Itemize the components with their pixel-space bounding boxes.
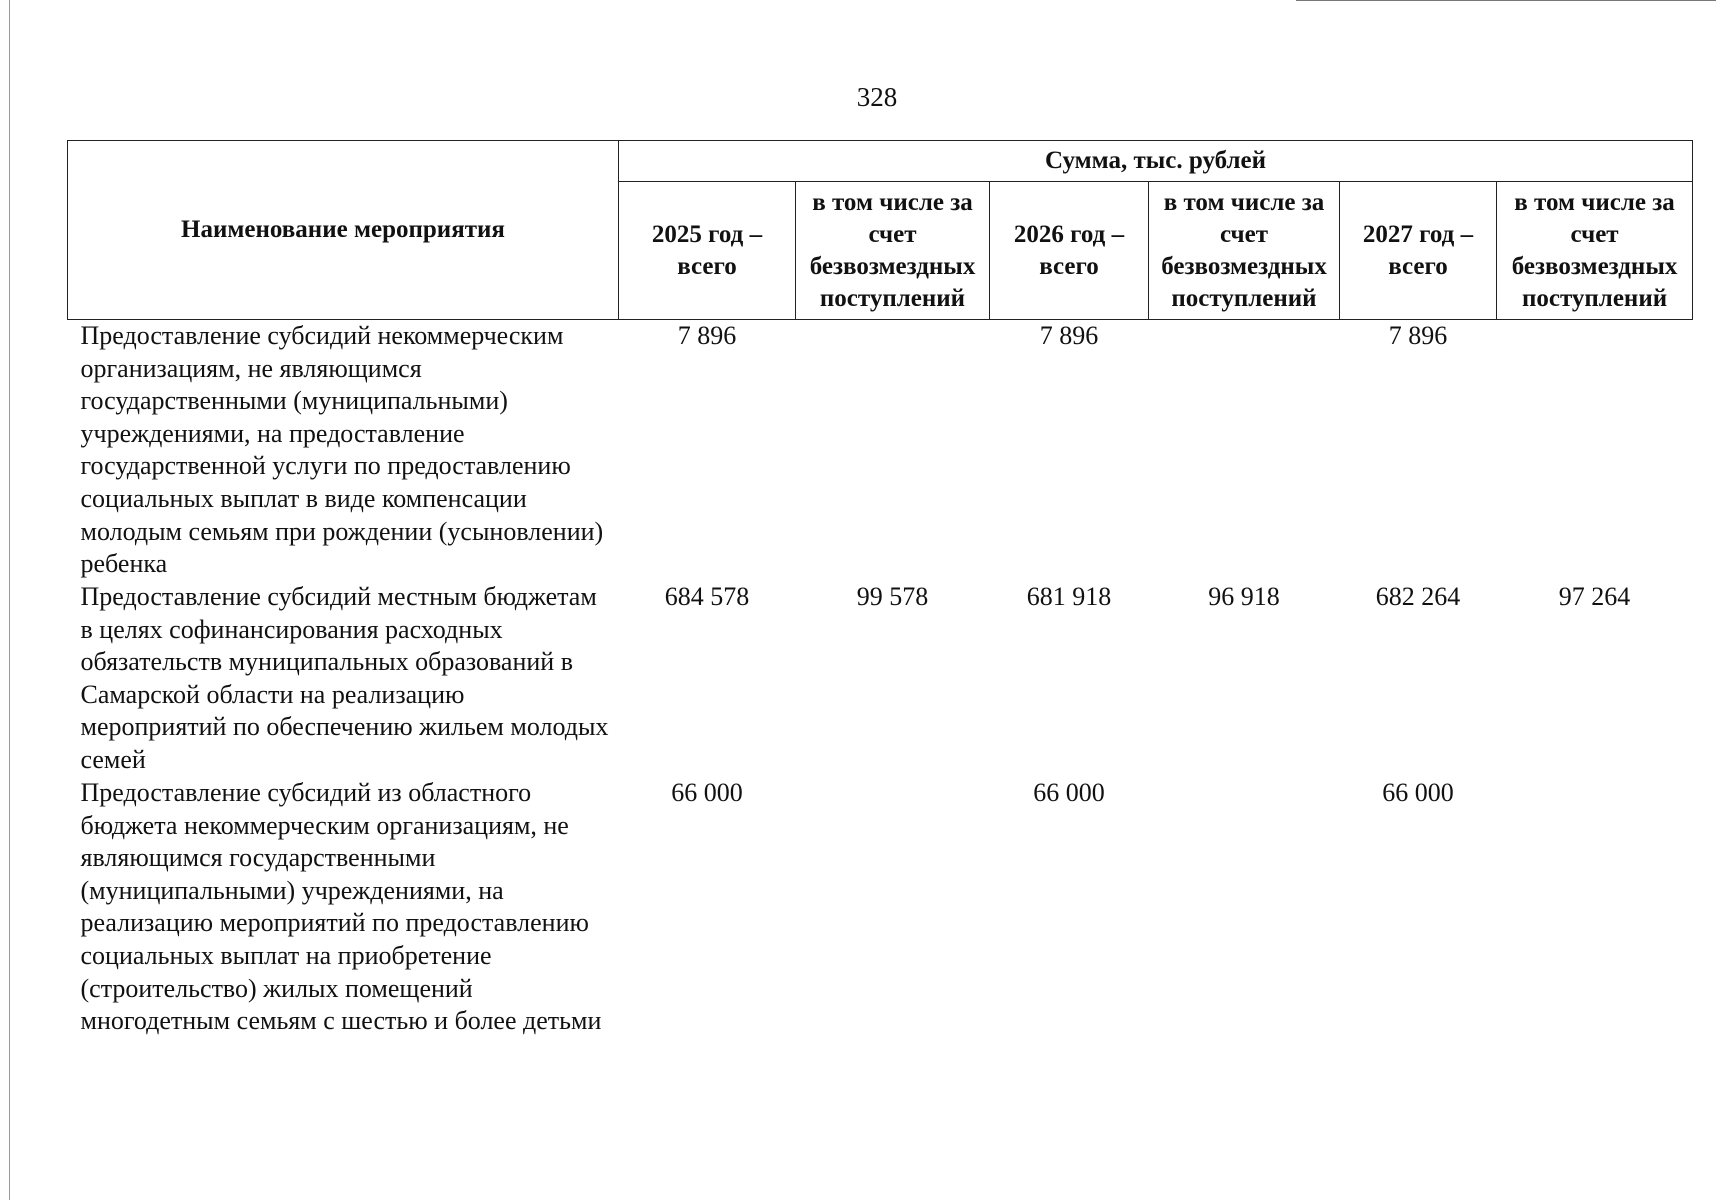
value-cell: 97 264 <box>1558 582 1631 611</box>
column-group-header-sum: Сумма, тыс. рублей <box>619 141 1693 182</box>
value-cell: 682 264 <box>1375 582 1461 611</box>
page-edge-line <box>9 0 10 1200</box>
value-cell <box>1149 777 1340 1077</box>
value-cell: 684 578 <box>664 582 750 611</box>
value-cell <box>1497 777 1693 1077</box>
table-body <box>68 320 1693 1078</box>
column-header-2026-total: 2026 год – всего <box>990 182 1149 320</box>
table-row <box>68 581 1693 777</box>
value-cell: 66 000 <box>1382 778 1454 807</box>
column-header-2026-grants: в том числе за счет безвозмездных поступлений <box>1149 182 1340 320</box>
column-header-2025-total: 2025 год – всего <box>619 182 796 320</box>
table-row <box>68 320 1693 582</box>
row-name-cell: Предоставление субсидий некоммерческим организациям, не являющимся государственными (муниципальными) учреждениями, на предоставление государственной услуги по предоставлению социальных выплат в виде компенсации молодым семьям при рождении (усыновлении) ребенка <box>80 321 604 579</box>
table-header <box>68 141 1693 320</box>
value-cell: 96 918 <box>1208 582 1280 611</box>
row-name-cell: Предоставление субсидий местным бюджетам в целях софинансирования расходных обязательств муниципальных образований в Самарской области на реализацию мероприятий по обеспечению жильем молодых семей <box>80 582 609 774</box>
value-cell: 7 896 <box>1388 321 1448 350</box>
column-header-2027-total: 2027 год – всего <box>1340 182 1497 320</box>
value-cell <box>796 777 990 1077</box>
value-cell: 7 896 <box>1039 321 1099 350</box>
value-cell: 66 000 <box>671 778 743 807</box>
scan-edge-line <box>1296 0 1716 1</box>
value-cell: 681 918 <box>1026 582 1112 611</box>
budget-table <box>67 140 1693 1077</box>
table-row <box>68 777 1693 1077</box>
value-cell: 99 578 <box>856 582 929 611</box>
page-number <box>0 82 1716 112</box>
column-header-2025-grants: в том числе за счет безвозмездных поступлений <box>796 182 990 320</box>
page-number-text: 328 <box>856 82 898 112</box>
value-cell: 7 896 <box>677 321 737 350</box>
value-cell: 66 000 <box>1033 778 1105 807</box>
column-header-2027-grants: в том числе за счет безвозмездных поступлений <box>1497 182 1693 320</box>
value-cell <box>1497 320 1693 582</box>
value-cell <box>1149 320 1340 582</box>
column-header-name: Наименование мероприятия <box>68 141 619 320</box>
row-name-cell: Предоставление субсидий из областного бюджета некоммерческим организациям, не являющимся государственными (муниципальными) учреждениями, на реализацию мероприятий по предоставлению социальных выплат на приобретение (строительство) жилых помещений многодетным семьям с шестью и более детьми <box>80 778 602 1036</box>
value-cell <box>796 320 990 582</box>
